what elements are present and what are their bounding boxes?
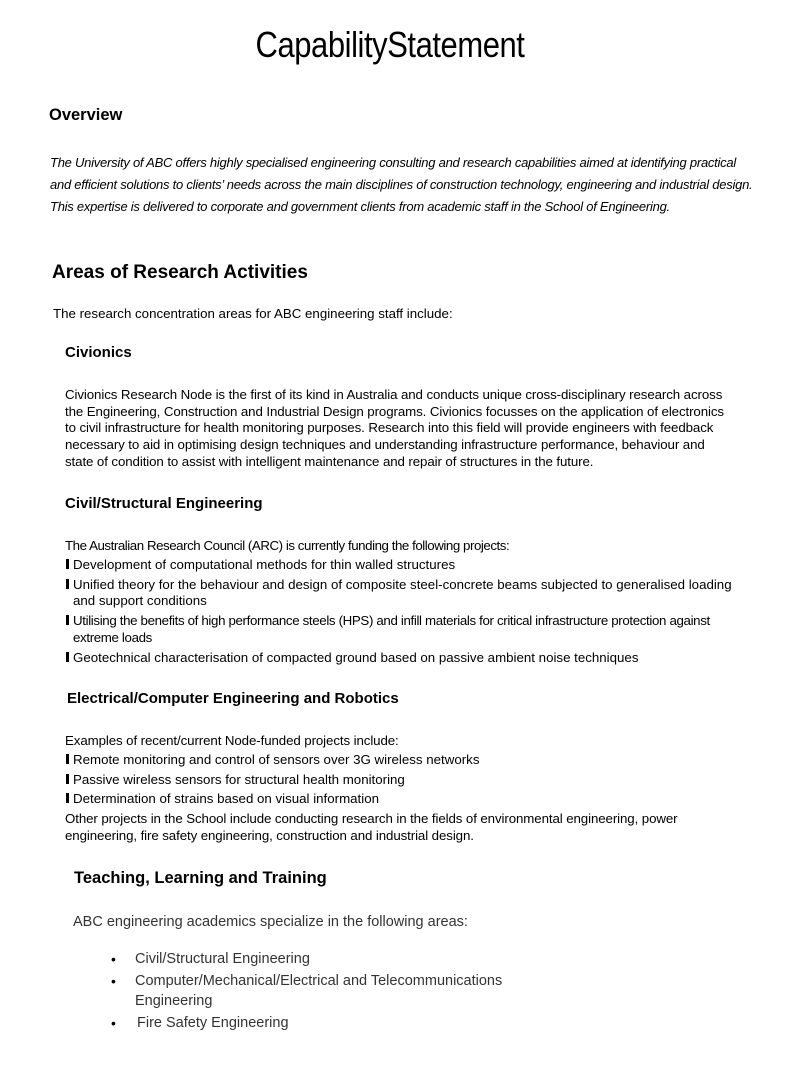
- research-heading: Areas of Research Activities: [52, 262, 308, 283]
- civil-project-list: [65, 557, 735, 669]
- document-title: CapabilityStatement: [255, 24, 525, 65]
- list-item: Determination of strains based on visual information: [65, 791, 735, 808]
- overview-paragraph: The University of ABC offers highly specialised engineering consulting and research capabilities aimed at identifying practical and efficient solutions to clients’ needs across the main disciplines of construction technology, engineering and industrial design. This expertise is delivered to corporate and government clients from academic staff in the School of Engineering.: [50, 155, 753, 214]
- bullet-marker: [66, 754, 69, 764]
- electrical-heading: Electrical/Computer Engineering and Robotics: [67, 690, 399, 707]
- bullet-marker: [66, 559, 69, 569]
- list-item: Unified theory for the behaviour and design of composite steel-concrete beams subjected to generalised loading and support conditions: [65, 577, 735, 610]
- list-item: Remote monitoring and control of sensors over 3G wireless networks: [65, 752, 735, 769]
- research-intro: The research concentration areas for ABC engineering staff include:: [53, 306, 453, 321]
- civil-heading: Civil/Structural Engineering: [65, 495, 263, 512]
- bullet-marker: [66, 615, 69, 625]
- list-item: • Fire Safety Engineering: [108, 1013, 528, 1034]
- list-item: Development of computational methods for thin walled structures: [65, 557, 735, 574]
- bullet-dot: •: [111, 972, 116, 989]
- bullet-marker: [66, 793, 69, 803]
- civionics-paragraph: Civionics Research Node is the first of its kind in Australia and conducts unique cross-disciplinary research across the Engineering, Construction and Industrial Design programs. Civionics focusses on the application of electronics to civil infrastructure for health monitoring purposes. Research into this field will provide engineers with feedback necessary to aid in optimising design techniques and understanding infrastructure performance, behaviour and state of condition to assist with intelligent maintenance and repair of structures in the future.: [65, 387, 724, 469]
- bullet-marker: [66, 652, 69, 662]
- bullet-dot: •: [111, 1014, 116, 1031]
- list-item: • Computer/Mechanical/Electrical and Telecommunications Engineering: [111, 972, 503, 1009]
- bullet-marker: [66, 774, 69, 784]
- list-item: • Civil/Structural Engineering: [108, 949, 528, 970]
- bullet-marker: [66, 579, 69, 589]
- list-item: Passive wireless sensors for structural health monitoring: [65, 772, 735, 789]
- electrical-intro: Examples of recent/current Node-funded projects include:: [65, 733, 399, 748]
- teaching-areas-list: [108, 949, 528, 1034]
- bullet-dot: •: [111, 951, 116, 967]
- civionics-heading: Civionics: [65, 344, 132, 361]
- teaching-heading: Teaching, Learning and Training: [74, 869, 327, 887]
- electrical-project-list: [65, 752, 735, 811]
- list-item: Geotechnical characterisation of compacted ground based on passive ambient noise techniques: [65, 650, 735, 667]
- teaching-intro: ABC engineering academics specialize in the following areas:: [73, 914, 468, 930]
- civil-intro: The Australian Research Council (ARC) is currently funding the following projects:: [65, 538, 510, 553]
- list-item: Utilising the benefits of high performance steels (HPS) and infill materials for critical infrastructure protection against extreme loads: [65, 613, 735, 646]
- electrical-outro: Other projects in the School include conducting research in the fields of environmental engineering, power engineering, fire safety engineering, construction and industrial design.: [65, 811, 678, 843]
- overview-heading: Overview: [49, 106, 123, 124]
